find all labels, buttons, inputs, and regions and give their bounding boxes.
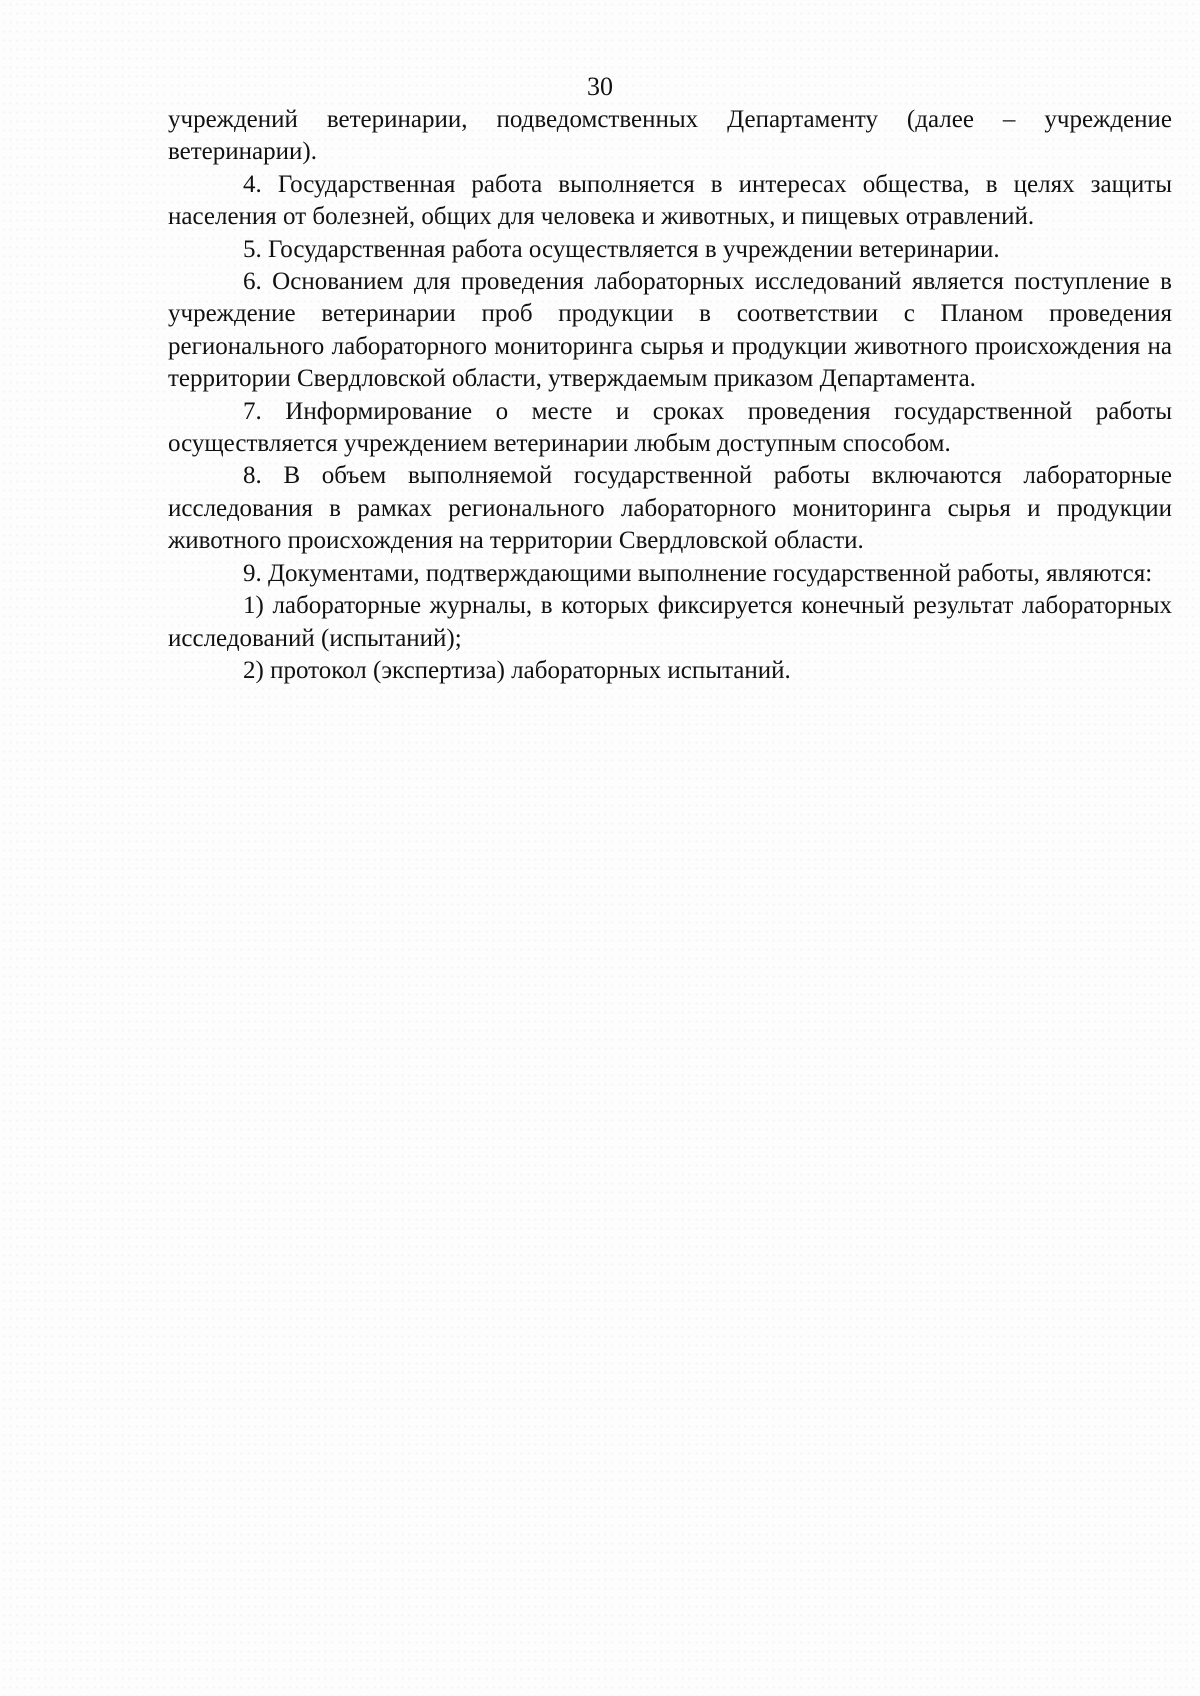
paragraph-item-5: 5. Государственная работа осуществляется в учреждении ветеринарии.	[243, 235, 1000, 263]
paragraph-item-4: 4. Государственная работа выполняется в интересах общества, в целях защиты населения от болезней, общих для человека и животных, и пищевых отравлений.	[168, 170, 1172, 231]
paragraph-continuation: учреждений ветеринарии, подведомственных Департаменту (далее – учреждение ветеринарии).	[168, 106, 1172, 166]
document-body	[168, 104, 1172, 687]
subitem-2: 2) протокол (экспертиза) лабораторных испытаний.	[243, 656, 791, 684]
paragraph-item-8: 8. В объем выполняемой государственной работы включаются лабораторные исследования в рамках регионального лабораторного мониторинга сырья и продукции животного происхождения на территории Свердловской области.	[168, 462, 1172, 555]
paragraph-item-9: 9. Документами, подтверждающими выполнение государственной работы, являются:	[243, 559, 1153, 587]
page-number: 30	[587, 72, 613, 101]
paragraph-item-6: 6. Основанием для проведения лабораторных исследований является поступление в учреждение ветеринарии проб продукции в соответствии с Планом проведения регионального лабораторного мониторинга сырья и продукции животного происхождения на территории Свердловской области, утверждаемым приказом Департамента.	[168, 268, 1172, 393]
paragraph-item-7: 7. Информирование о месте и сроках проведения государственной работы осуществляется учреждением ветеринарии любым доступным способом.	[168, 397, 1172, 458]
subitem-1: 1) лабораторные журналы, в которых фиксируется конечный результат лабораторных исследований (испытаний);	[168, 592, 1172, 652]
